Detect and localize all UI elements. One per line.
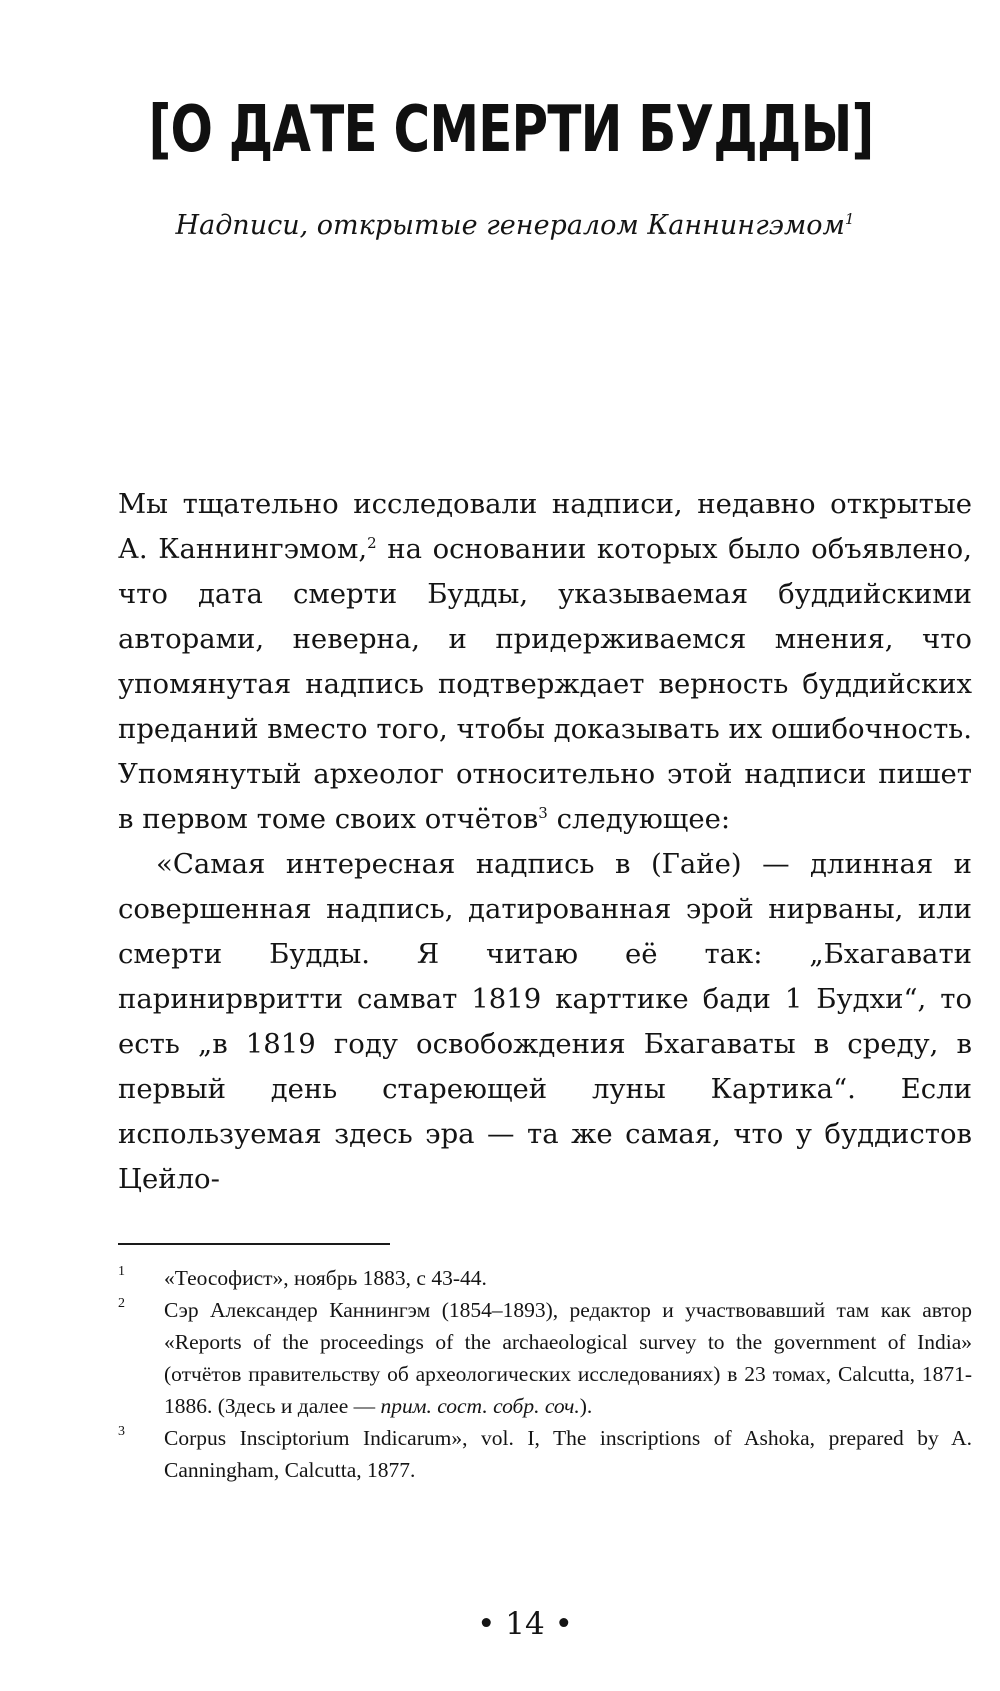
- paragraph-2: «Самая интересная надпись в (Гайе) — длинная и совершенная надпись, датированная эрой нирваны, или смерти Будды. Я читаю её так: „Бхагавати паринирвритти самват 1819 карттике бади 1 Будхи“, то есть „в 1819 году освобождения Бхагаваты в среду, в первый день стареющей луны Картика“. Если используемая здесь эра — та же самая, что у буддистов Цейло-: [118, 848, 972, 1195]
- paragraph-1-part-c: следующее:: [547, 803, 731, 835]
- paragraph-1-part-b: на основании которых было объявлено, что дата смерти Будды, указываемая буддийскими авторами, неверна, и придерживаемся мнения, что упомянутая надпись подтверждает верность буддийских преданий вместо того, чтобы доказывать их ошибочность. Упомянутый археолог относительно этой надписи пишет в первом томе своих отчётов: [118, 533, 972, 835]
- footnote-item: [118, 1262, 972, 1294]
- footnote-number: 1: [118, 1264, 125, 1279]
- page-number: • 14 •: [477, 1606, 573, 1642]
- paragraph-1-part-a: Мы тщательно исследовали надписи, недавно открытые А. Каннингэмом,: [118, 488, 972, 565]
- footnote-ref-3: 3: [538, 803, 548, 822]
- chapter-subtitle: [0, 210, 1000, 242]
- footnote-item: [118, 1294, 972, 1422]
- footnote-item: [118, 1422, 972, 1486]
- footnote-text: Corpus Insciptorium Indicarum», vol. I, The inscriptions of Ashoka, prepared by A. Canningham, Calcutta, 1877.: [164, 1426, 972, 1482]
- footnote-number: 3: [118, 1424, 125, 1439]
- footnote-text-end: ).: [579, 1394, 593, 1418]
- chapter-title-text: [О ДАТЕ СМЕРТИ БУДДЫ]: [148, 93, 874, 167]
- footnote-text-italic: прим. сост. собр. соч.: [380, 1394, 580, 1418]
- footnotes: [118, 1262, 972, 1486]
- chapter-title: [121, 93, 901, 167]
- paragraph-1: [118, 482, 972, 842]
- footnote-text: «Теософист», ноябрь 1883, с 43-44.: [164, 1266, 487, 1290]
- footnote-divider: [118, 1243, 390, 1245]
- body-text: [118, 482, 972, 1202]
- footnote-text: [164, 1298, 972, 1418]
- footnote-ref-2: 2: [367, 533, 377, 552]
- subtitle-text: Надписи, открытые генералом Каннингэмом: [175, 210, 845, 241]
- footnote-text-main: Сэр Александер Каннингэм (1854–1893), редактор и участвовавший там как автор «Reports of the proceedings of the archaeological survey to the government of India» (отчётов правительству об археологических исследованиях) в 23 томах, Calcutta, 1871-1886. (Здесь и далее —: [164, 1298, 972, 1418]
- footnote-ref-1: 1: [844, 210, 855, 228]
- footnote-number: 2: [118, 1296, 125, 1311]
